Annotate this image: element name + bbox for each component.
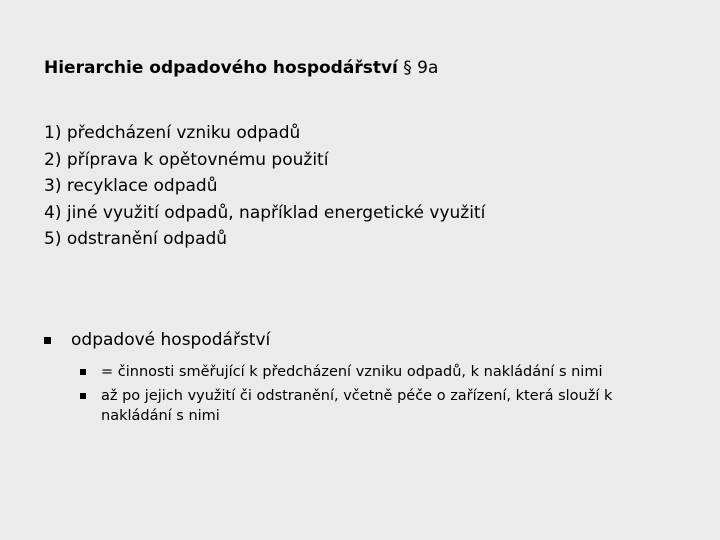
sub-bullet-text: až po jejich využití či odstranění, včetně péče o zařízení, která slouží k nakládání s nimi xyxy=(101,388,613,424)
hierarchy-item: 2) příprava k opětovnému použití xyxy=(44,149,329,170)
square-bullet-icon xyxy=(80,393,86,399)
hierarchy-item: 3) recyklace odpadů xyxy=(44,176,218,196)
hierarchy-list xyxy=(44,120,485,253)
bullet-label: odpadové hospodářství xyxy=(71,330,271,350)
square-bullet-icon xyxy=(44,337,51,344)
bullet-item xyxy=(44,328,270,352)
slide-title xyxy=(44,56,438,80)
title-main: Hierarchie odpadového hospodářství xyxy=(44,58,398,78)
title-section-ref: § 9a xyxy=(397,58,439,78)
sub-bullet-list xyxy=(80,362,680,430)
hierarchy-item: 1) předcházení vzniku odpadů xyxy=(44,123,301,143)
hierarchy-item: 5) odstranění odpadů xyxy=(44,229,228,249)
hierarchy-item: 4) jiné využití odpadů, například energetické využití xyxy=(44,202,486,223)
sub-bullet-item xyxy=(80,386,680,426)
sub-bullet-item xyxy=(80,362,680,382)
square-bullet-icon xyxy=(80,369,86,375)
sub-bullet-text: = činnosti směřující k předcházení vzniku odpadů, k nakládání s nimi xyxy=(101,364,603,380)
